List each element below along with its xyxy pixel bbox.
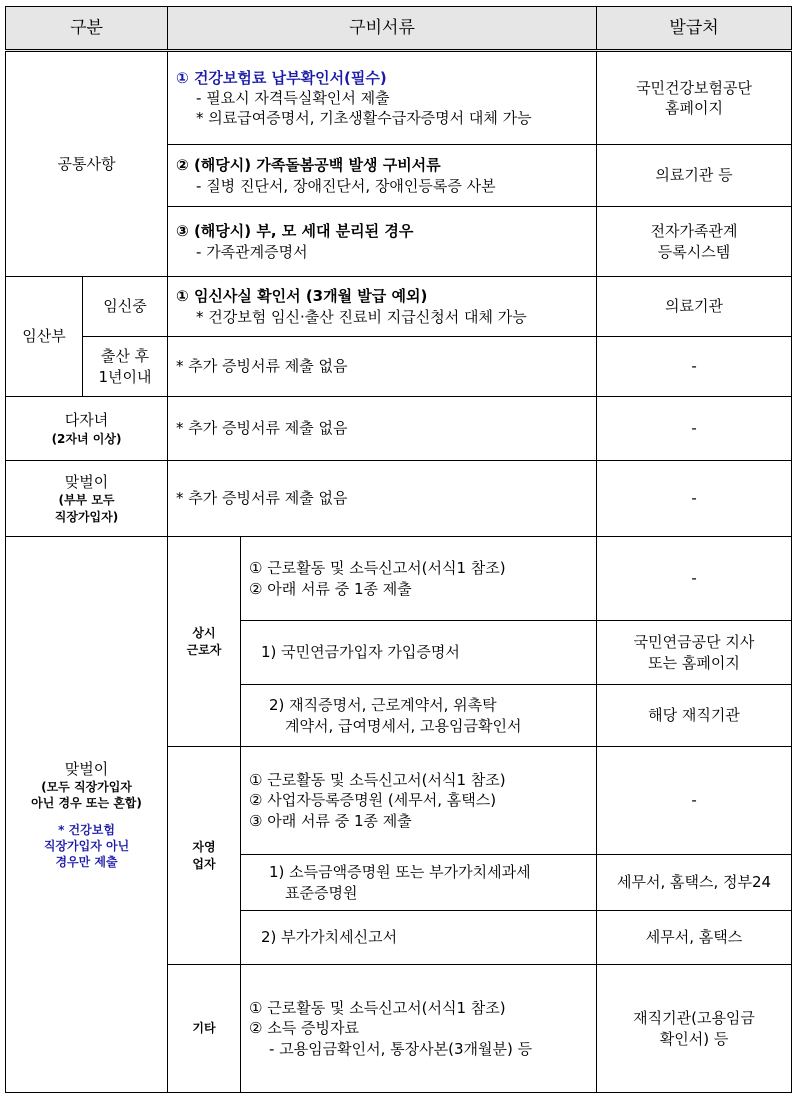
doc-line: - 질병 진단서, 장애진단서, 장애인등록증 사본 [196, 176, 496, 195]
issuer-cell: - [597, 397, 792, 461]
issuer-line: 국민연금공단 지사 [633, 633, 755, 652]
table-row [6, 51, 792, 145]
doc-line: * 추가 증빙서류 제출 없음 [176, 357, 348, 376]
issuer-cell: 의료기관 등 [597, 145, 792, 207]
doc-cell [241, 911, 597, 965]
doc-cell [241, 965, 597, 1093]
doc-cell [241, 855, 597, 911]
issuer-cell [597, 965, 792, 1093]
issuer-line: 등록시스템 [657, 242, 731, 261]
category-pregnant: 임산부 [6, 277, 83, 397]
category-label: 맞벌이 [64, 759, 109, 778]
category-label: 다자녀 [64, 411, 109, 430]
doc-line: - 필요시 자격득실확인서 제출 [196, 88, 390, 107]
category-note: (2자녀 이상) [51, 431, 122, 446]
doc-line: * 건강보험 임신·출산 진료비 지급신청서 대체 가능 [196, 307, 527, 326]
category-blue-note: 경우만 제출 [55, 854, 118, 869]
sub-category-regular [168, 537, 241, 747]
category-note: 아닌 경우 또는 혼합) [31, 796, 142, 811]
issuer-line: 전자가족관계 [650, 222, 738, 241]
header-category: 구분 [6, 7, 168, 51]
table-row [6, 397, 792, 461]
table-row [6, 461, 792, 537]
table-row [6, 537, 792, 621]
issuer-cell: 세무서, 홈택스, 정부24 [597, 855, 792, 911]
issuer-cell [597, 51, 792, 145]
doc-line: * 의료급여증명서, 기초생활수급자증명서 대체 가능 [196, 109, 532, 128]
issuer-cell: 세무서, 홈택스 [597, 911, 792, 965]
doc-cell [241, 747, 597, 855]
doc-cell [168, 461, 597, 537]
sub-category [83, 337, 168, 397]
doc-cell [168, 51, 597, 145]
doc-line: ③ 아래 서류 중 1종 제출 [249, 811, 412, 830]
doc-line: 계약서, 급여명세서, 고용임금확인서 [285, 716, 522, 735]
category-common: 공통사항 [6, 51, 168, 277]
category-note: 직장가입자) [54, 509, 119, 524]
issuer-line: 또는 홈페이지 [648, 653, 740, 672]
category-dual-employee [6, 461, 168, 537]
doc-line: ② (해당시) 가족돌봄공백 발생 구비서류 [176, 156, 441, 175]
doc-line: ① 건강보험료 납부확인서(필수) [176, 68, 387, 87]
doc-line: * 추가 증빙서류 제출 없음 [176, 489, 348, 508]
sub-category-line: 자영 [192, 840, 216, 855]
doc-cell [241, 537, 597, 621]
issuer-cell: - [597, 337, 792, 397]
sub-category: 임신중 [83, 277, 168, 337]
category-blue-note: * 건강보험 [58, 822, 115, 837]
doc-line: 1) 소득금액증명원 또는 부가가치세과세 [269, 863, 531, 882]
doc-cell [168, 337, 597, 397]
issuer-cell [597, 621, 792, 685]
doc-line: 1) 국민연금가입자 가입증명서 [261, 643, 460, 662]
category-blue-note: 직장가입자 아닌 [43, 838, 130, 853]
issuer-cell: - [597, 461, 792, 537]
doc-line: - 가족관계증명서 [196, 242, 308, 261]
doc-cell [168, 397, 597, 461]
issuer-cell [597, 207, 792, 277]
doc-line: ① 근로활동 및 소득신고서(서식1 참조) [249, 559, 506, 578]
doc-cell [168, 145, 597, 207]
document-requirements-table [5, 6, 792, 1093]
doc-line: 2) 부가가치세신고서 [261, 928, 398, 947]
category-multichild [6, 397, 168, 461]
doc-cell [241, 621, 597, 685]
header-row [6, 7, 792, 51]
doc-line: ② 사업자등록증명원 (세무서, 홈택스) [249, 791, 497, 810]
header-documents: 구비서류 [168, 7, 597, 51]
sub-category-self [168, 747, 241, 965]
doc-cell [168, 277, 597, 337]
header-issuer: 발급처 [597, 7, 792, 51]
table-row [6, 337, 792, 397]
category-note: (모두 직장가입자 [41, 780, 132, 795]
category-dual-other [6, 537, 168, 1093]
issuer-line: 확인서) 등 [659, 1029, 729, 1048]
doc-line: 2) 재직증명서, 근로계약서, 위촉탁 [269, 696, 497, 715]
issuer-line: 국민건강보험공단 [636, 78, 752, 97]
table-row [6, 277, 792, 337]
doc-line: ① 근로활동 및 소득신고서(서식1 참조) [249, 999, 506, 1018]
sub-category-line: 상시 [192, 626, 216, 641]
doc-line: ① 근로활동 및 소득신고서(서식1 참조) [249, 771, 506, 790]
category-label: 맞벌이 [64, 473, 109, 492]
sub-category-other: 기타 [168, 965, 241, 1093]
doc-line: ③ (해당시) 부, 모 세대 분리된 경우 [176, 222, 414, 241]
doc-line: - 고용임금확인서, 통장사본(3개월분) 등 [269, 1039, 533, 1058]
sub-category-line: 출산 후 [100, 347, 150, 366]
issuer-line: 홈페이지 [665, 99, 724, 117]
doc-cell [241, 685, 597, 747]
sub-category-line: 업자 [192, 856, 216, 871]
issuer-cell: 해당 재직기관 [597, 685, 792, 747]
issuer-cell: 의료기관 [597, 277, 792, 337]
doc-line: * 추가 증빙서류 제출 없음 [176, 419, 348, 438]
issuer-cell: - [597, 747, 792, 855]
doc-cell [168, 207, 597, 277]
issuer-cell: - [597, 537, 792, 621]
sub-category-line: 1년이내 [98, 367, 152, 386]
doc-line: ① 임신사실 확인서 (3개월 발급 예외) [176, 287, 428, 306]
doc-line: ② 아래 서류 중 1종 제출 [249, 579, 412, 598]
issuer-line: 재직기관(고용임금 [633, 1009, 755, 1028]
sub-category-line: 근로자 [186, 642, 222, 657]
doc-line: 표준증명원 [285, 883, 358, 902]
category-note: (부부 모두 [58, 493, 115, 508]
doc-line: ② 소득 증빙자료 [249, 1019, 359, 1038]
